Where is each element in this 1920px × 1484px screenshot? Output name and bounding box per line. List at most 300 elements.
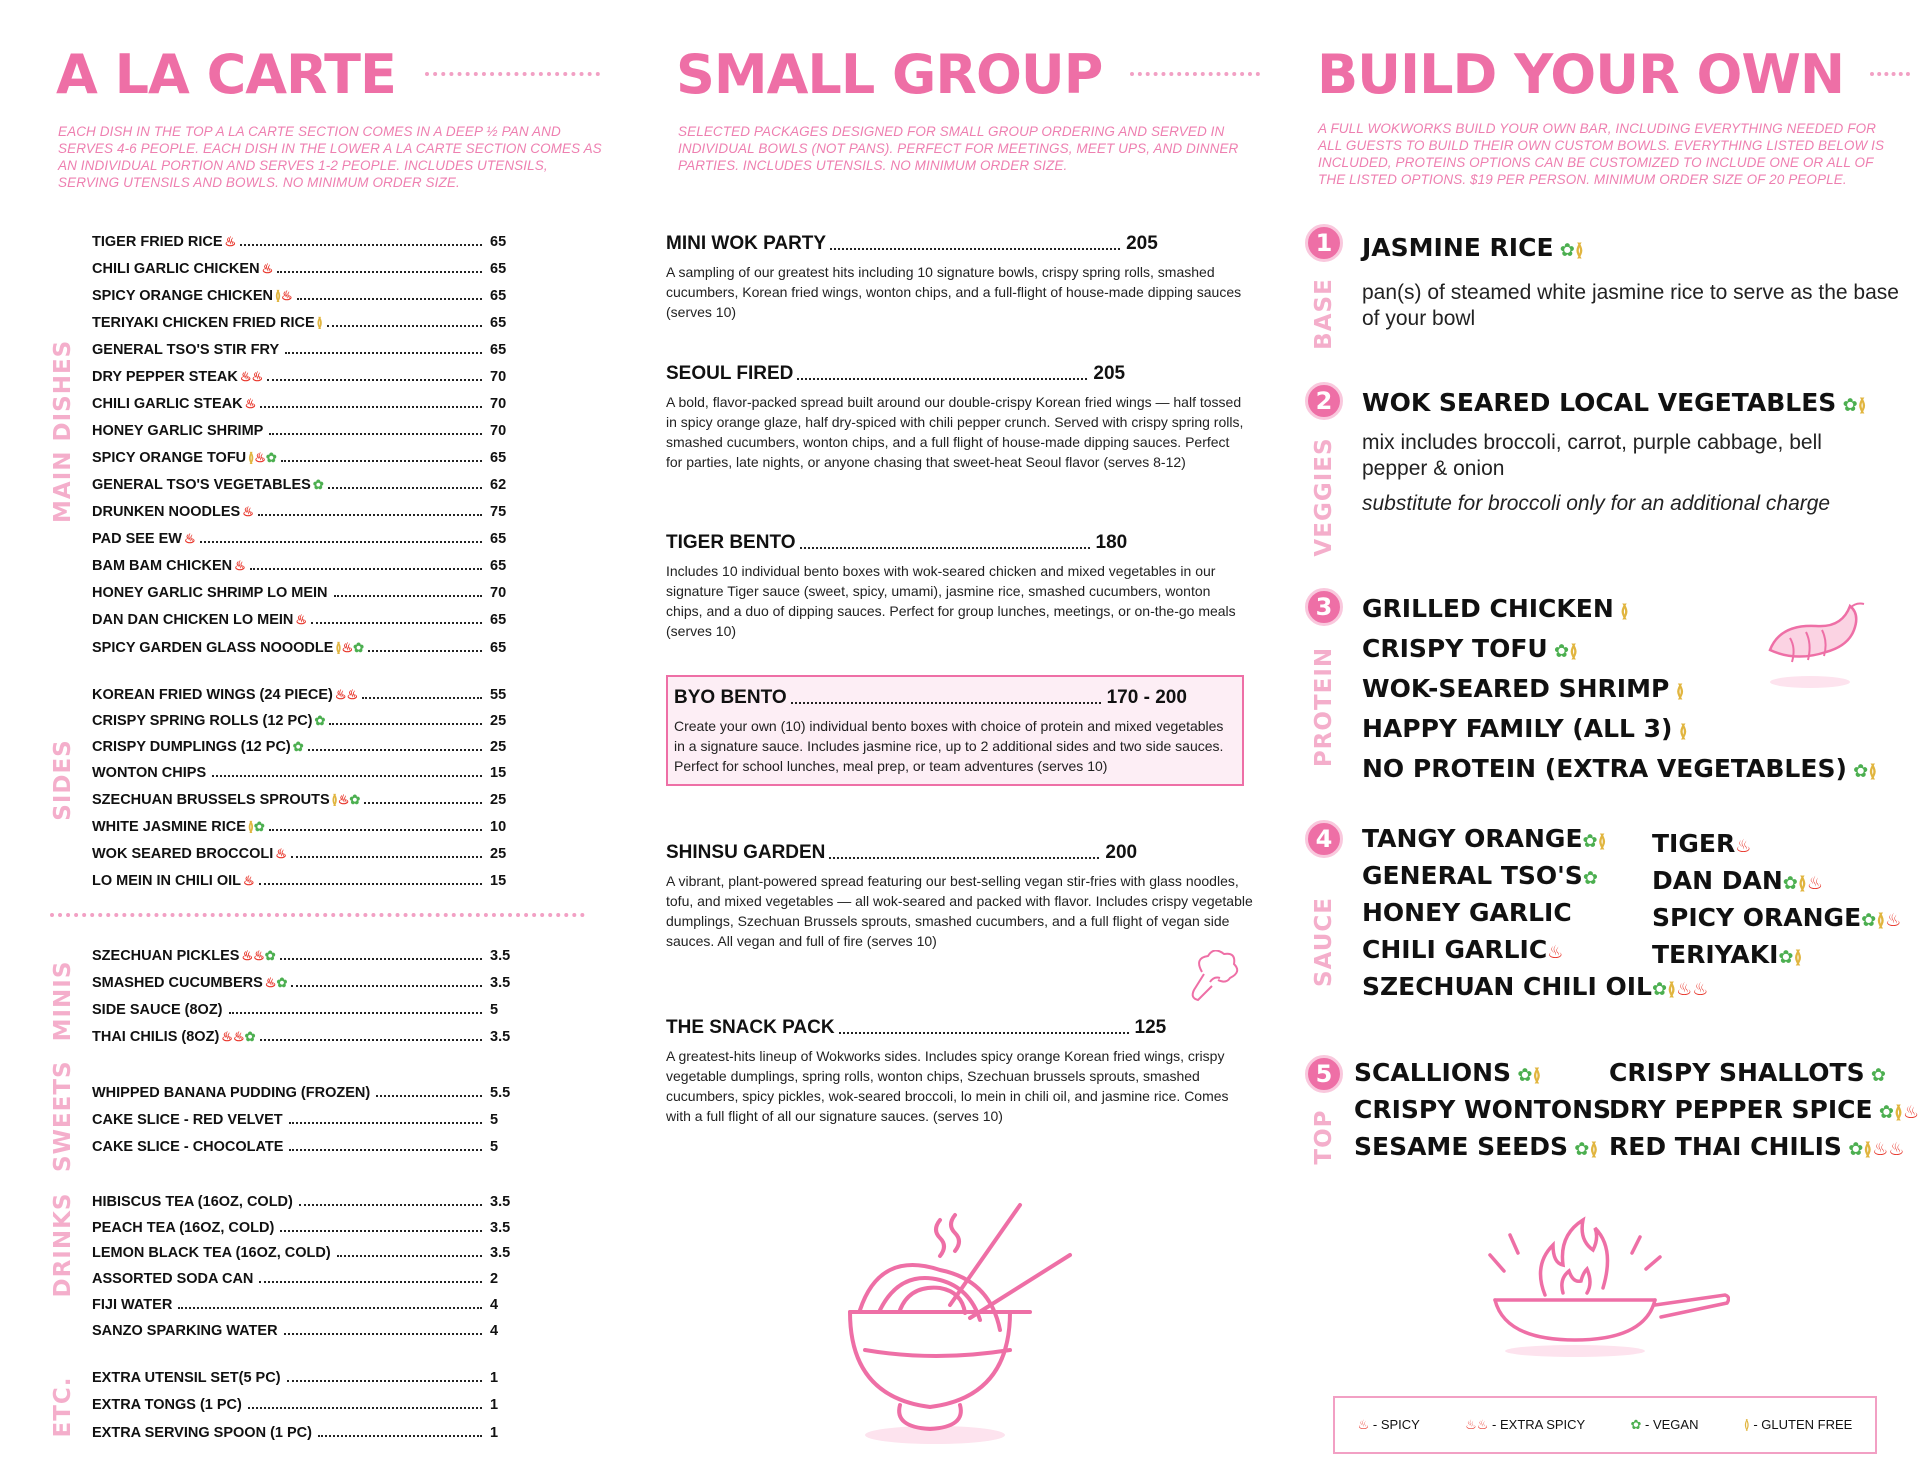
package-description: Includes 10 individual bento boxes with wok-seared chicken and mixed vegetables in our signature Tiger sauce (sweet, spicy, umami), jasmine rice, smashed cucumbers, wonton chips, and a duo of dipping sauces. Perfect for group lunches, meetings, or on-the-go meals (serves 10) [666,563,1236,639]
menu-item-name: CAKE SLICE - RED VELVET [92,1112,283,1128]
package-name: SHINSU GARDEN [666,842,826,863]
step-note-veggies: substitute for broccoli only for an additional charge [1362,492,1831,515]
leader-dots [229,1012,482,1014]
spicy-icon: ♨ [232,1029,245,1044]
menu-item-icons [184,531,196,547]
title-divider [1130,72,1260,76]
leader-dots [337,1255,482,1257]
menu-item-name: WOK SEARED BROCCOLI [92,846,274,862]
menu-item [92,681,518,703]
menu-item-icons [315,713,326,729]
menu-item-name: HONEY GARLIC SHRIMP [92,423,264,439]
package-name: SEOUL FIRED [666,363,794,384]
leader-dots [284,1333,482,1335]
title-divider [425,72,600,76]
menu-item-name: HONEY GARLIC SHRIMP LO MEIN [92,585,328,601]
sauce-option: CHILI GARLIC♨ [1362,935,1564,964]
wok-illustration [1470,1215,1730,1360]
sauce-option: GENERAL TSO'S✿ [1362,861,1598,890]
build-your-own-title: BUILD YOUR OWN [1317,43,1845,106]
menu-item-name: CRISPY SPRING ROLLS (12 PC) [92,713,313,729]
menu-item-price: 1 [490,1425,499,1441]
menu-item-name: SZECHUAN PICKLES [92,948,240,964]
protein-option: NO PROTEIN (EXTRA VEGETABLES) ✿≬ [1362,754,1878,783]
menu-item [92,228,518,250]
menu-item-icons [248,819,265,835]
menu-item-name: GENERAL TSO'S VEGETABLES [92,477,311,493]
icon-legend [1333,1396,1877,1454]
menu-item-price: 15 [490,765,507,781]
step-number-5: 5 [1305,1055,1343,1093]
spicy-icon: ♨ [1357,1417,1370,1432]
package-price: 170 - 200 [1106,687,1187,708]
vegan-icon: ✿ [253,819,265,834]
leader-dots [259,883,482,885]
menu-item-price: 3.5 [490,948,511,964]
menu-item-name: CRISPY DUMPLINGS (12 PC) [92,739,291,755]
protein-option: HAPPY FAMILY (ALL 3) ≬ [1362,714,1688,743]
menu-item [92,309,518,331]
step-number-2: 2 [1305,382,1343,420]
menu-item [92,1079,518,1101]
menu-item-price: 3.5 [490,1245,511,1261]
step-text-veggies: mix includes broccoli, carrot, purple cabbage, bell pepper & onion [1362,431,1822,480]
package-name: TIGER BENTO [666,532,796,553]
menu-item-icons [293,739,304,755]
menu-item-name: EXTRA SERVING SPOON (1 PC) [92,1425,312,1441]
menu-item-name: CHILI GARLIC STEAK [92,396,243,412]
menu-item-price: 4 [490,1297,499,1313]
sauce-option: TIGER♨ [1652,829,1752,858]
section-label-etc: ETC. [50,1376,76,1438]
package-description: A greatest-hits lineup of Wokworks sides. Includes spicy orange Korean fried wings, crispy vegetable dumplings, spring rolls, wonton chips, Szechuan brussels sprouts, smashed cucumbers, spicy pickles, wok-seared broccoli, lo mein in chili oil, and jasmine rice. Comes with a full flight of all our signature sauces. (serves 10) [666,1048,1229,1124]
a-la-carte-title: A LA CARTE [56,43,396,106]
leader-dots [267,379,482,381]
menu-item-price: 65 [490,288,507,304]
menu-item [92,498,518,520]
package-description: Create your own (10) individual bento boxes with choice of protein and mixed vegetables in a signature sauce. Includes jasmine rice, up to 2 additional sides and two side sauces. Perfect for school lunches, meal prep, or team adventures (serves 10) [674,718,1224,774]
topping-option: RED THAI CHILIS ✿≬♨♨ [1609,1132,1905,1161]
menu-item [92,1391,518,1413]
menu-item-icons [225,234,237,250]
leader-dots [269,829,482,831]
vegan-icon: ✿ [292,739,304,754]
menu-item [92,1317,518,1339]
menu-item-price: 62 [490,477,507,493]
menu-item-name: KOREAN FRIED WINGS (24 PIECE) [92,687,333,703]
menu-item-price: 5.5 [490,1085,511,1101]
menu-item [92,942,518,964]
leader-dots [200,541,482,543]
menu-item-icons [275,288,293,304]
menu-item [92,1239,518,1261]
menu-item-price: 65 [490,640,507,656]
menu-item-name: PEACH TEA (16OZ, COLD) [92,1220,275,1236]
leader-dots [328,487,482,489]
menu-item [92,1133,518,1155]
menu-item-price: 1 [490,1370,499,1386]
menu-item [92,996,518,1018]
gluten-free-icon: ≬ [247,819,254,834]
menu-item-price: 3.5 [490,1029,511,1045]
sauce-option: HONEY GARLIC [1362,898,1572,927]
spicy-icon: ♨ [234,558,246,573]
section-label-sides: SIDES [50,739,76,821]
step-text-base: pan(s) of steamed white jasmine rice to serve as the base of your bowl [1362,281,1899,330]
spicy-icon: ♨ [254,450,266,465]
leader-dots [299,1204,482,1206]
package-price: 205 [1126,233,1158,254]
menu-item-name: WHIPPED BANANA PUDDING (FROZEN) [92,1085,371,1101]
menu-item-price: 3.5 [490,1194,511,1210]
menu-item [92,733,518,755]
leader-dots [285,352,482,354]
menu-item-name: WONTON CHIPS [92,765,207,781]
spicy-icon: ♨ [244,396,257,411]
spicy-icon: ♨ [253,948,265,963]
menu-item-price: 25 [490,846,507,862]
leader-dots [260,406,482,408]
menu-item-price: 1 [490,1397,499,1413]
spicy-icon: ♨ [183,531,196,546]
topping-option: SCALLIONS ✿≬ [1354,1058,1542,1087]
a-la-carte-intro: EACH DISH IN THE TOP A LA CARTE SECTION COMES IN A DEEP ½ PAN AND SERVES 4-6 PEOPLE. EACH DISH IN THE LOWER A LA CARTE SECTION COMES AS AN INDIVIDUAL PORTION AND SERVES 1-2 PEOPLE. INCLUDES UTENSILS, SERVING UTENSILS AND BOWLS. NO MINIMUM ORDER SIZE. [58,124,602,190]
legend-gluten-free: ≬ - GLUTEN FREE [1743,1417,1853,1432]
leader-dots [280,958,482,960]
menu-item-name: DRUNKEN NOODLES [92,504,241,520]
menu-item-price: 65 [490,558,507,574]
sauce-option: TERIYAKI✿≬ [1652,940,1803,969]
step-number-3: 3 [1305,588,1343,626]
package-description: A bold, flavor-packed spread built around our double-crispy Korean fried wings — half tossed in spicy orange glaze, half dry-spiced with chili pepper crunch. Served with crispy spring rolls, smashed cucumbers, wonton chips, and a full flight of house-made dipping sauces. Perfect for parties, late nights, or anyone chasing that sweet-heat Seoul flavor (serves 8-12) [666,394,1244,470]
menu-item-name: LO MEIN IN CHILI OIL [92,873,242,889]
menu-item [92,552,518,574]
section-label-drinks: DRINKS [50,1192,76,1298]
menu-item [92,759,518,781]
spicy-icon: ♨ [334,687,347,702]
step-label-protein: PROTEIN [1311,646,1337,768]
menu-item [92,634,518,656]
leader-dots [362,697,482,699]
spicy-icon: ♨ [242,504,254,519]
menu-item-price: 5 [490,1002,499,1018]
step-number-4: 4 [1305,820,1343,858]
package-byo-bento [666,675,1244,786]
step-label-veggies: VEGGIES [1311,437,1337,557]
menu-item [92,579,518,601]
spicy-icon: ♨ [239,369,252,384]
spicy-icon: ♨ [251,369,264,384]
menu-item [92,363,518,385]
protein-option: WOK-SEARED SHRIMP ≬ [1362,674,1685,703]
menu-item [92,786,518,808]
package-price: 180 [1095,532,1128,553]
leader-dots [259,1281,482,1283]
menu-item-price: 2 [490,1271,499,1287]
menu-item-price: 70 [490,585,507,601]
leader-dots [260,1039,483,1041]
build-your-own-intro: A FULL WOKWORKS BUILD YOUR OWN BAR, INCLUDING EVERYTHING NEEDED FOR ALL GUESTS TO BUILD THEIR OWN CUSTOM BOWLS. EVERYTHING LISTED BELOW IS INCLUDED, PROTEINS OPTIONS CAN BE CUSTOMIZED TO INCLUDE ONE OR ALL OF THE LISTED OPTIONS. $19 PER PERSON. MINIMUM ORDER SIZE OF 20 PEOPLE. [1318,121,1885,187]
menu-item [92,1291,518,1313]
sauce-option: TANGY ORANGE✿≬ [1362,824,1607,853]
spicy-icon: ♨ [264,975,277,990]
menu-item-name: PAD SEE EW [92,531,182,547]
package-name: BYO BENTO [674,687,787,708]
menu-item-name: SMASHED CUCUMBERS [92,975,263,991]
title-divider [1870,72,1910,76]
leader-dots [289,1149,482,1151]
gluten-free-icon: ≬ [275,288,282,303]
leader-dots [308,749,482,751]
leader-dots [280,1230,482,1232]
gluten-free-icon: ≬ [1743,1417,1750,1432]
menu-item [92,255,518,277]
menu-item-name: THAI CHILIS (8OZ) [92,1029,220,1045]
package-name: MINI WOK PARTY [666,233,827,254]
menu-item-name: TIGER FRIED RICE [92,234,223,250]
spicy-icon: ♨ [243,873,255,888]
menu-item [92,867,518,889]
package-description: A vibrant, plant-powered spread featuring our best-selling vegan stir-fries with glass noodles, tofu, and mixed vegetables — all wok-seared and packed with flavor. Includes crispy vegetable dumplings, Szechuan Brussels sprouts, smashed cucumbers, and a full flight of vegan side sauces. All vegan and full of fire (serves 10) [666,873,1253,949]
menu-item-price: 70 [490,396,507,412]
spicy-icon: ♨ [337,792,350,807]
leader-dots [248,1407,482,1409]
leader-dots [368,650,482,652]
menu-item-name: TERIYAKI CHICKEN FRIED RICE [92,315,315,331]
menu-item-name: FIJI WATER [92,1297,173,1313]
vegan-icon: ✿ [265,450,277,465]
vegan-icon: ✿ [312,477,324,492]
leader-dots [291,856,482,858]
gluten-free-icon: ≬ [331,792,338,807]
menu-item-price: 4 [490,1323,499,1339]
menu-item-name: HIBISCUS TEA (16OZ, COLD) [92,1194,293,1210]
menu-item-name: EXTRA UTENSIL SET(5 PC) [92,1370,281,1386]
leader-dots [291,985,482,987]
menu-item [92,525,518,547]
vegan-icon: ✿ [353,640,365,655]
legend-spicy: ♨ - SPICY [1357,1417,1420,1432]
step-heading-vegetables: WOK SEARED LOCAL VEGETABLES ✿≬ [1362,388,1867,417]
menu-item-price: 25 [490,713,507,729]
leader-dots [297,298,482,300]
gluten-free-icon: ≬ [335,640,342,655]
menu-item-icons [317,315,323,331]
menu-item-price: 65 [490,315,507,331]
leader-dots [277,271,482,273]
menu-item [92,707,518,729]
menu-item-icons [243,873,255,889]
spicy-icon: ♨ [295,612,308,627]
menu-item-name: EXTRA TONGS (1 PC) [92,1397,242,1413]
section-divider [50,913,585,917]
vegan-icon: ✿ [349,792,361,807]
menu-item-icons [335,640,364,656]
menu-item [92,1214,518,1236]
leader-dots [329,723,482,725]
menu-item-price: 75 [490,504,507,520]
spicy-icon: ♨ [261,261,274,276]
menu-item-name: SANZO SPARKING WATER [92,1323,278,1339]
menu-item-price: 25 [490,792,507,808]
noodle-bowl-illustration [820,1200,1080,1450]
menu-item-name: DAN DAN CHICKEN LO MEIN [92,612,294,628]
vegan-icon: ✿ [1630,1417,1642,1432]
package-price: 125 [1134,1017,1167,1038]
menu-item [92,444,518,466]
menu-item-icons [234,558,246,574]
package-price: 205 [1093,363,1126,384]
sauce-option: SZECHUAN CHILI OIL✿≬♨♨ [1362,972,1709,1001]
menu-item [92,390,518,412]
menu-item-name: SZECHUAN BRUSSELS SPROUTS [92,792,330,808]
menu-item-price: 65 [490,612,507,628]
menu-item-icons [248,450,277,466]
menu-item [92,1364,518,1386]
leader-dots [364,802,482,804]
topping-option: CRISPY WONTONS [1354,1095,1612,1124]
menu-item [92,1106,518,1128]
leader-dots [318,1435,482,1437]
menu-item-icons [295,612,307,628]
menu-item [92,606,518,628]
leader-dots [334,595,482,597]
package-description: A sampling of our greatest hits including 10 signature bowls, crispy spring rolls, smashed cucumbers, Korean fried wings, wonton chips, and a full-flight of house-made dipping sauces (serves 10) [666,264,1242,320]
shrimp-illustration [1760,600,1870,690]
menu-item-name: GENERAL TSO'S STIR FRY [92,342,280,358]
menu-item-name: SPICY ORANGE CHICKEN [92,288,274,304]
spicy-icon: ♨ [346,687,359,702]
step-label-top: TOP [1311,1109,1337,1165]
menu-item-price: 65 [490,450,507,466]
broccoli-illustration [1182,950,1242,1005]
extra-spicy-icon: ♨♨ [1465,1417,1489,1432]
package-price: 200 [1105,842,1138,863]
menu-item-price: 55 [490,687,507,703]
menu-item [92,969,518,991]
spicy-icon: ♨ [341,640,354,655]
section-label-main-dishes: MAIN DISHES [50,339,76,523]
leader-dots [250,568,482,570]
leader-dots [212,775,482,777]
menu-item-icons [240,369,263,385]
menu-item-price: 5 [490,1112,499,1128]
menu-item-icons [221,1029,255,1045]
protein-option: GRILLED CHICKEN ≬ [1362,594,1630,623]
menu-item-name: BAM BAM CHICKEN [92,558,233,574]
sauce-option: SPICY ORANGE✿≬♨ [1652,903,1902,932]
gluten-free-icon: ≬ [316,315,323,330]
leader-dots [281,460,482,462]
leader-dots [376,1095,482,1097]
menu-item-price: 3.5 [490,975,511,991]
menu-item [92,417,518,439]
legend-vegan: ✿ - VEGAN [1630,1417,1699,1432]
menu-item-price: 65 [490,342,507,358]
menu-item-price: 70 [490,369,507,385]
topping-option: SESAME SEEDS ✿≬ [1354,1132,1599,1161]
leader-dots [289,1122,482,1124]
spicy-icon: ♨ [241,948,254,963]
leader-dots [240,244,482,246]
menu-item-icons [262,261,274,277]
menu-item-icons [242,504,254,520]
menu-item-icons [241,948,275,964]
spicy-icon: ♨ [281,288,293,303]
leader-dots [327,325,482,327]
vegan-icon: ✿ [276,975,288,990]
menu-item-price: 25 [490,739,507,755]
menu-item-icons [245,396,257,412]
sauce-option: DAN DAN✿≬♨ [1652,866,1823,895]
menu-item-name: CHILI GARLIC CHICKEN [92,261,260,277]
menu-item-icons [332,792,361,808]
menu-item-price: 3.5 [490,1220,511,1236]
menu-item-price: 15 [490,873,507,889]
menu-item [92,1265,518,1287]
vegan-icon: ✿ [264,948,276,963]
package-seoul-fired [666,359,1246,472]
section-label-sweets: SWEETS [50,1060,76,1172]
package-tiger-bento [666,528,1246,641]
spicy-icon: ♨ [224,234,237,249]
vegan-icon: ✿ [314,713,326,728]
small-group-title: SMALL GROUP [676,43,1103,106]
package-the-snack-pack [666,1013,1256,1126]
menu-item [92,1188,518,1210]
menu-item-icons [335,687,358,703]
leader-dots [258,514,482,516]
menu-item [92,471,518,493]
menu-item-name: WHITE JASMINE RICE [92,819,246,835]
leader-dots [178,1307,482,1309]
menu-item [92,813,518,835]
package-mini-wok-party [666,229,1246,322]
menu-item-icons [275,846,287,862]
menu-item [92,1419,518,1441]
leader-dots [269,433,482,435]
package-shinsu-garden [666,838,1256,951]
protein-option: CRISPY TOFU ✿≬ [1362,634,1579,663]
topping-option: DRY PEPPER SPICE ✿≬♨ [1609,1095,1920,1124]
menu-item [92,1023,518,1045]
menu-item-price: 10 [490,819,507,835]
menu-item [92,282,518,304]
step-label-sauce: SAUCE [1311,897,1337,987]
topping-option: CRISPY SHALLOTS ✿ [1609,1058,1886,1087]
menu-item-name: ASSORTED SODA CAN [92,1271,254,1287]
menu-item-price: 65 [490,234,507,250]
step-label-base: BASE [1311,278,1337,350]
vegan-icon: ✿ [244,1029,256,1044]
menu-item-name: SPICY ORANGE TOFU [92,450,247,466]
menu-item-name: DRY PEPPER STEAK [92,369,238,385]
leader-dots [287,1380,482,1382]
menu-item-price: 5 [490,1139,499,1155]
menu-item-icons [313,477,324,493]
legend-extra-spicy: ♨♨ - EXTRA SPICY [1465,1417,1586,1432]
step-number-1: 1 [1305,224,1343,262]
menu-item-name: LEMON BLACK TEA (16OZ, COLD) [92,1245,331,1261]
menu-item-name: SIDE SAUCE (8OZ) [92,1002,223,1018]
menu-item [92,840,518,862]
leader-dots [311,622,482,624]
menu-item-icons [265,975,288,991]
menu-item-price: 65 [490,261,507,277]
menu-item-price: 65 [490,531,507,547]
gluten-free-icon: ≬ [248,450,255,465]
small-group-intro: SELECTED PACKAGES DESIGNED FOR SMALL GROUP ORDERING AND SERVED IN INDIVIDUAL BOWLS (NOT PANS). PERFECT FOR MEETINGS, MEET UPS, AND DINNER PARTIES. INCLUDES UTENSILS. NO MINIMUM ORDER SIZE. [678,124,1239,173]
